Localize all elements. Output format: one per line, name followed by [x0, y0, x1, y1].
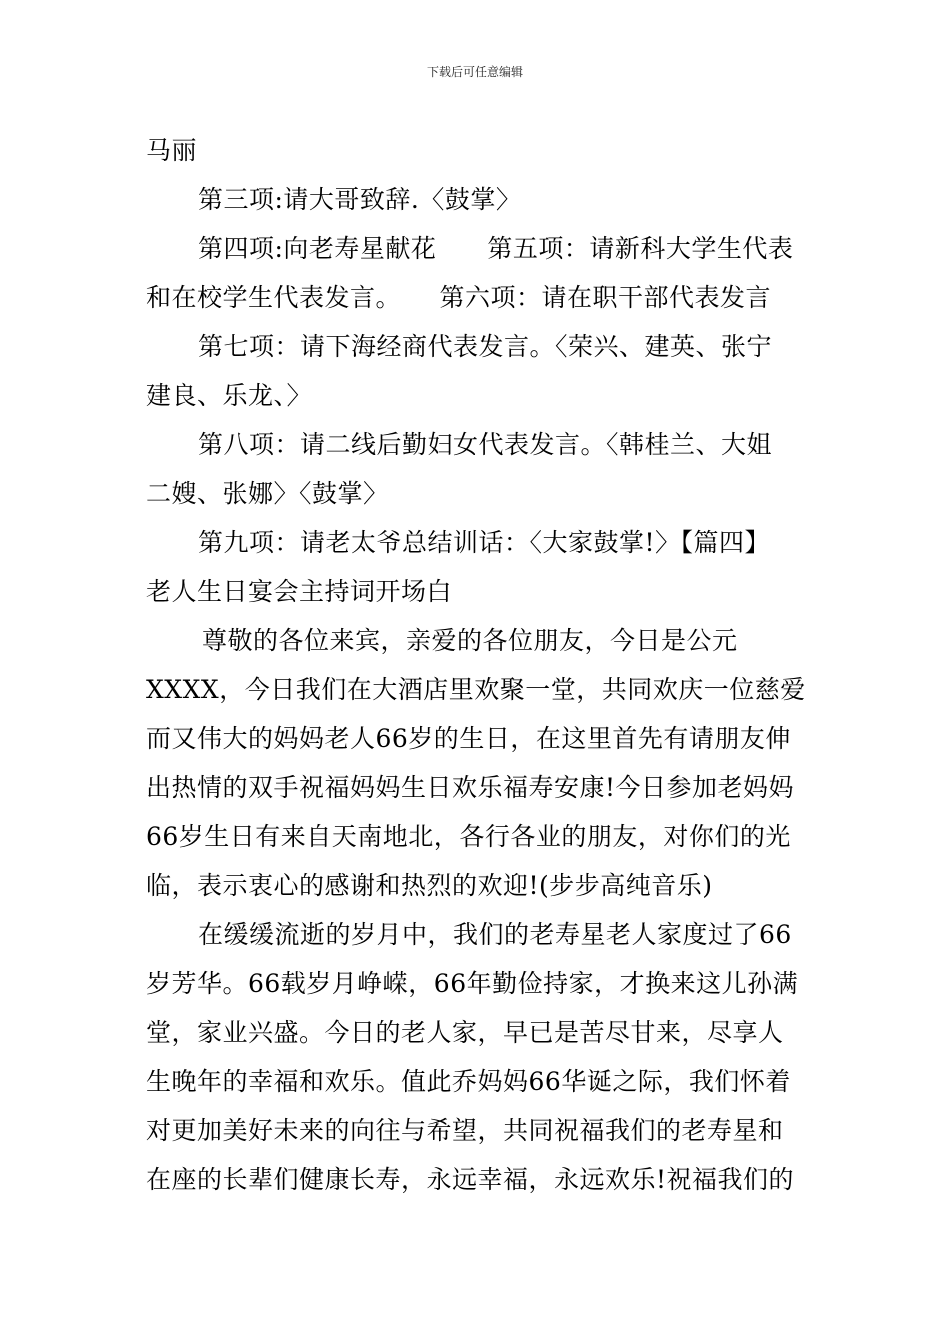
- text-line-name: 马丽: [146, 136, 198, 165]
- paragraph-line: XXXX，今日我们在大酒店里欢聚一堂，共同欢庆一位慈爱: [146, 675, 806, 704]
- paragraph-line: 尊敬的各位来宾，亲爱的各位朋友，今日是公元: [202, 626, 738, 655]
- text-line-item-5-6: 和在校学生代表发言。 第六项：请在职干部代表发言: [146, 283, 772, 312]
- paragraph-line: 而又伟大的妈妈老人66岁的生日，在这里首先有请朋友伸: [146, 724, 791, 753]
- text-line-item-8-cont: 二嫂、张娜〉〈鼓掌〉: [146, 479, 389, 508]
- text-line-item-7-cont: 建良、乐龙、〉: [146, 381, 313, 410]
- paragraph-line: 堂，家业兴盛。今日的老人家，早已是苦尽甘来，尽享人: [146, 1018, 784, 1047]
- text-line-item-8: 第八项：请二线后勤妇女代表发言。〈韩桂兰、大姐: [198, 430, 773, 459]
- paragraph-line: 出热情的双手祝福妈妈生日欢乐福寿安康!今日参加老妈妈: [146, 773, 795, 802]
- text-line-item-3: 第三项:请大哥致辞.〈鼓掌〉: [198, 185, 522, 214]
- section-heading: 老人生日宴会主持词开场白: [146, 577, 453, 606]
- paragraph-line: 在缓缓流逝的岁月中，我们的老寿星老人家度过了66: [198, 920, 792, 949]
- text-line-item-7: 第七项：请下海经商代表发言。〈荣兴、建英、张宁: [198, 332, 773, 361]
- paragraph-line: 临，表示衷心的感谢和热烈的欢迎!(步步高纯音乐): [146, 871, 713, 900]
- paragraph-line: 在座的长辈们健康长寿，永远幸福，永远欢乐!祝福我们的: [146, 1165, 795, 1194]
- paragraph-line: 岁芳华。66载岁月峥嵘，66年勤俭持家，才换来这儿孙满: [146, 969, 799, 998]
- paragraph-line: 66岁生日有来自天南地北，各行各业的朋友，对你们的光: [146, 822, 791, 851]
- text-line-item-9: 第九项：请老太爷总结训话：〈大家鼓掌!〉【篇四】: [198, 528, 771, 557]
- paragraph-line: 对更加美好未来的向往与希望，共同祝福我们的老寿星和: [146, 1116, 784, 1145]
- document-body: [146, 126, 806, 1204]
- text-line-item-4-5: 第四项:向老寿星献花 第五项：请新科大学生代表: [198, 234, 794, 263]
- paragraph-line: 生晚年的幸福和欢乐。值此乔妈妈66华诞之际，我们怀着: [146, 1067, 791, 1096]
- page-header: 下载后可任意编辑: [426, 65, 523, 79]
